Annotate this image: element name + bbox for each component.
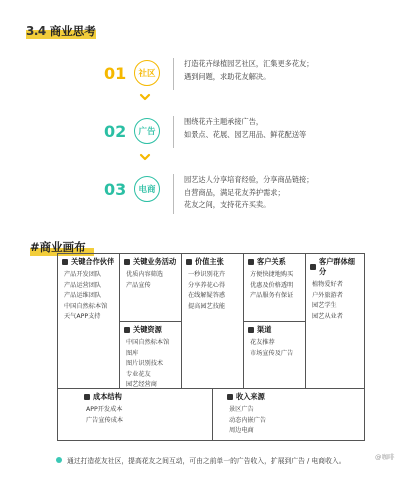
divider	[173, 174, 174, 214]
step-community	[104, 60, 404, 94]
cell-heading: 关键合作伙伴	[71, 257, 115, 266]
cell-heading: 客户关系	[257, 257, 286, 266]
cell-item: 一秒识别花卉	[188, 271, 226, 278]
cell-channels	[244, 322, 306, 389]
canvas-title: #商业画布	[30, 240, 86, 254]
step-description	[184, 58, 414, 83]
cell-item: 产品服务有保证	[250, 292, 294, 300]
cell-customer-segments	[306, 254, 364, 389]
cell-item: 园艺从业者	[312, 312, 343, 320]
cell-key-activities	[120, 254, 182, 322]
cell-item: 专业花友	[126, 370, 151, 378]
cell-item: 在线解疑答惑	[188, 292, 226, 300]
cell-heading: 收入来源	[236, 392, 265, 401]
cell-heading: 渠道	[257, 325, 272, 334]
cell-item: 图片识别技术	[126, 360, 164, 368]
divider	[173, 116, 174, 148]
revenue-icon	[227, 394, 233, 400]
step-number: 02	[104, 122, 127, 141]
cell-item: 中国自然标本馆	[64, 302, 108, 310]
cell-item: 天气APP支持	[64, 313, 101, 321]
desc-line: 花友之间，支持花卉买卖。	[184, 200, 271, 209]
cell-item: 优惠及价格透明	[250, 281, 294, 289]
resources-icon	[124, 327, 130, 333]
chevron-down-icon	[139, 92, 151, 104]
cell-key-resources	[120, 322, 182, 389]
desc-line: 园艺达人分享培育经验，分享商品链接；	[184, 175, 314, 184]
cell-heading: 关键资源	[133, 325, 162, 334]
cell-item: 产品宣传	[126, 281, 151, 289]
cell-item: APP开发成本	[86, 406, 123, 413]
step-advertising	[104, 118, 404, 152]
watermark: @咖啡	[375, 453, 395, 461]
cell-item: 分享养花心得	[188, 281, 226, 289]
chevron-down-icon	[139, 152, 151, 164]
cell-item: 产品开发团队	[64, 271, 102, 278]
activities-icon	[124, 259, 130, 265]
cell-customer-relations	[244, 254, 306, 322]
cell-item: 优质内容筛选	[126, 271, 164, 278]
section-title: 商业思考	[49, 24, 96, 38]
step-badge: 电商	[134, 176, 160, 202]
cell-heading: 关键业务活动	[133, 257, 177, 266]
summary-text: 通过打造花友社区，提高花友之间互动，可由之前单一的广告收入，扩展到广告 / 电商收入。	[67, 457, 346, 465]
bullet-dot-icon	[56, 457, 62, 463]
step-ecommerce	[104, 176, 404, 210]
cell-item: 园艺经营商	[126, 381, 157, 389]
step-number: 03	[104, 180, 127, 199]
divider	[173, 58, 174, 90]
desc-line: 围绕花卉主题承接广告，	[184, 117, 264, 126]
step-badge: 社区	[134, 60, 160, 86]
cell-item: 广告宣传成本	[86, 416, 124, 424]
desc-line: 自营商品，满足花友养护需求；	[184, 187, 285, 197]
desc-line: 遇到问题，求助花友解决。	[184, 71, 271, 81]
step-badge: 广告	[134, 118, 160, 144]
business-model-canvas	[57, 253, 365, 441]
desc-line: 如景点、花展、园艺用品、鲜花配送等	[184, 129, 307, 139]
relations-icon	[248, 259, 254, 265]
segments-icon	[310, 264, 316, 270]
cost-icon	[84, 394, 90, 400]
cell-item: 动态内嵌广告	[229, 416, 267, 424]
cell-item: 周边电商	[229, 427, 254, 435]
partners-icon	[62, 259, 68, 265]
cell-item: 方便快捷地购买	[250, 271, 294, 278]
cell-item: 景区广告	[229, 406, 254, 413]
cell-heading: 价值主张	[195, 257, 224, 266]
cell-item: 图库	[126, 349, 139, 357]
cell-item: 花友推荐	[250, 339, 275, 346]
section-number: 3.4	[26, 24, 46, 38]
cell-cost-structure	[58, 389, 213, 440]
step-description	[184, 174, 414, 212]
cell-value-proposition	[182, 254, 244, 389]
cell-heading: 客户群体细分	[319, 257, 355, 276]
desc-line: 打造花卉绿植园艺社区，汇集更多花友；	[184, 59, 314, 68]
cell-item: 产品运维团队	[64, 292, 102, 300]
cell-key-partners	[58, 254, 120, 389]
cell-heading: 成本结构	[93, 392, 122, 401]
cell-item: 户外旅游者	[312, 291, 343, 299]
cell-item: 提高园艺技能	[188, 302, 226, 310]
value-icon	[186, 259, 192, 265]
cell-item: 中国自然标本馆	[126, 339, 170, 346]
channels-icon	[248, 327, 254, 333]
section-header	[26, 22, 96, 40]
cell-item: 产品运营团队	[64, 281, 102, 289]
step-number: 01	[104, 64, 127, 83]
summary-note	[56, 455, 346, 465]
cell-revenue-streams	[213, 389, 364, 440]
cell-item: 植物爱好者	[312, 281, 343, 288]
cell-item: 市场宣传及广告	[250, 349, 294, 357]
cell-item: 园艺学生	[312, 302, 337, 310]
step-description	[184, 116, 414, 141]
